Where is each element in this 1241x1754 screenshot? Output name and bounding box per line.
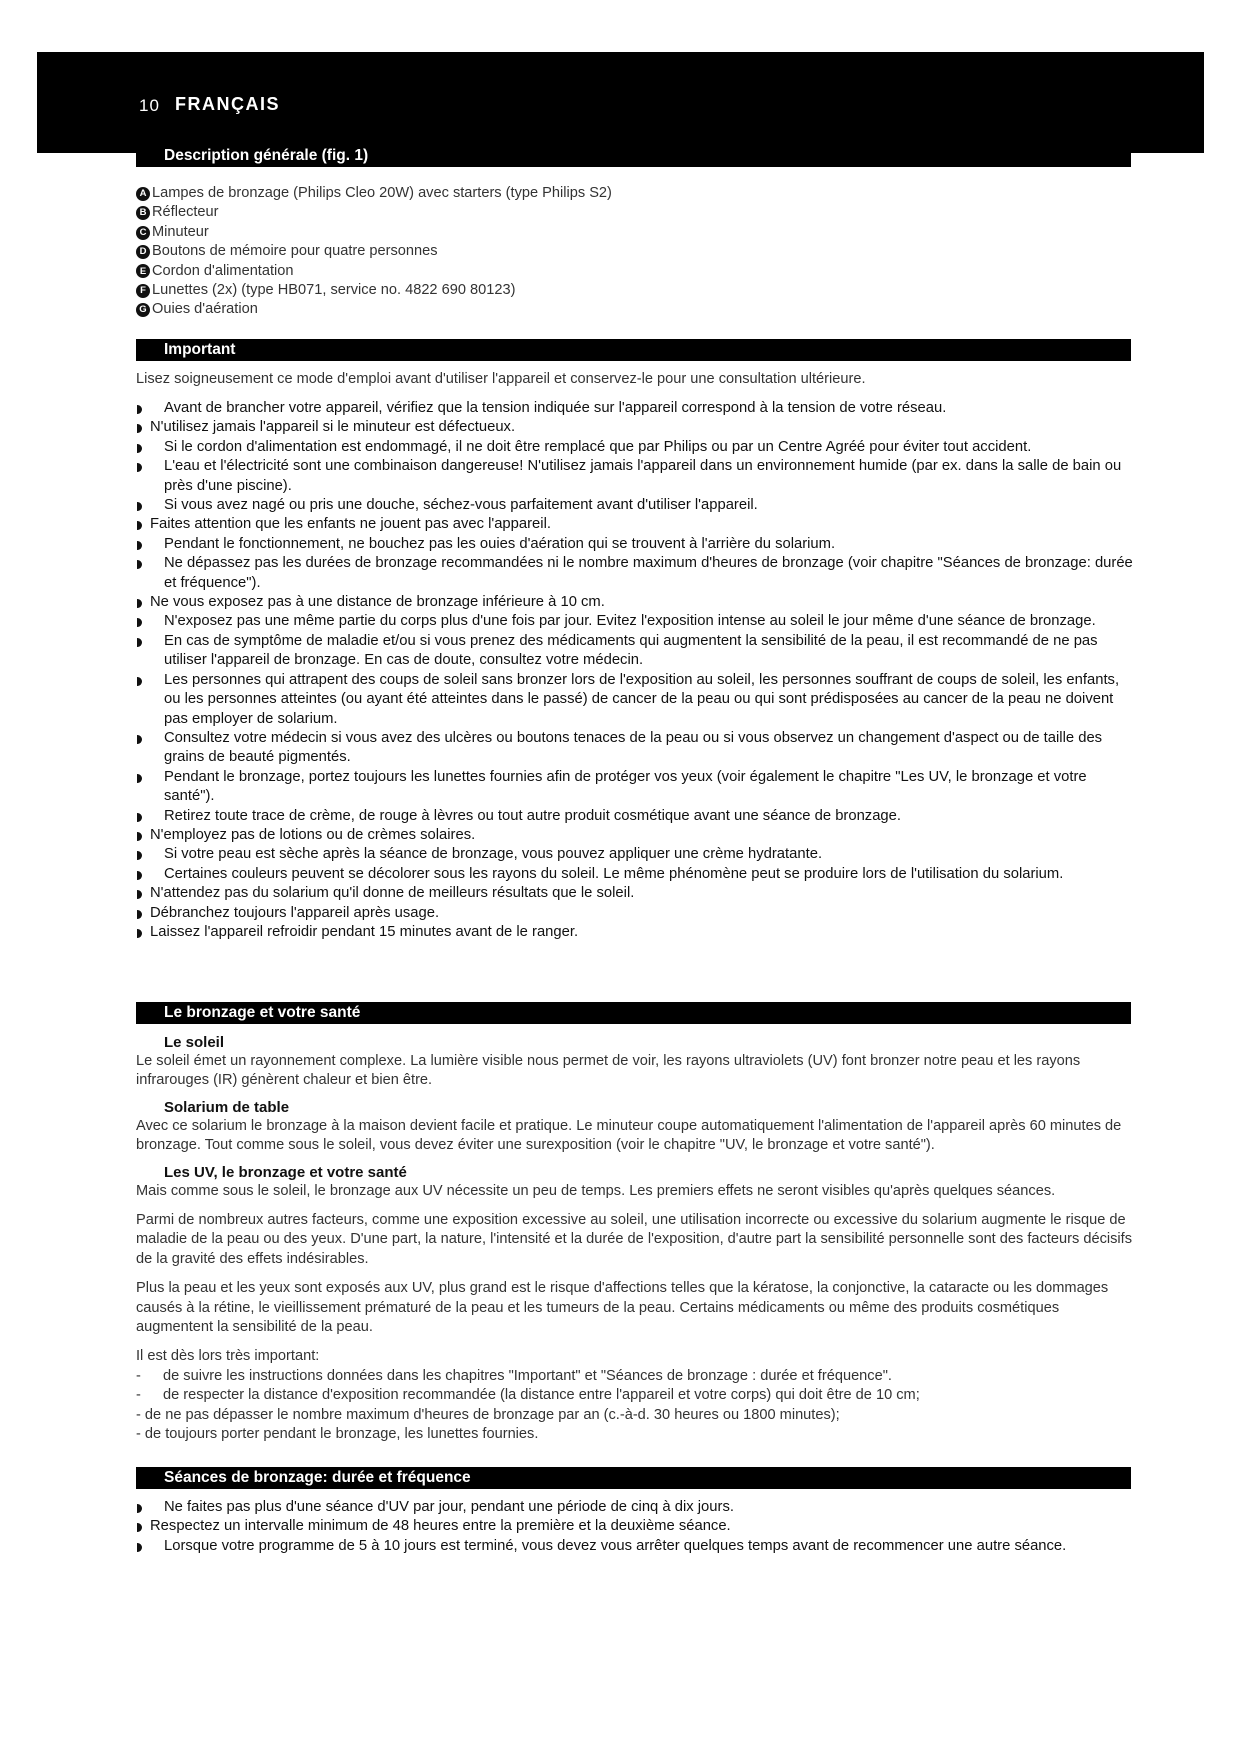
bullet-icon: [137, 424, 142, 433]
bullet-icon: [137, 929, 142, 938]
list-item: Retirez toute trace de crème, de rouge à lèvres ou tout autre produit cosmétique avant une séance de bronzage.: [136, 807, 1133, 826]
component-item: D Boutons de mémoire pour quatre personnes: [136, 242, 1133, 261]
bullet-icon: [137, 541, 142, 550]
section-header-sessions: Séances de bronzage: durée et fréquence: [136, 1467, 1131, 1489]
list-item: Ne dépassez pas les durées de bronzage recommandées ni le nombre maximum d'heures de bronzage (voir chapitre "Séances de bronzage: durée et fréquence").: [136, 554, 1133, 593]
list-item: - de ne pas dépasser le nombre maximum d'heures de bronzage par an (c.-à-d. 30 heures ou 1800 minutes);: [136, 1406, 840, 1423]
bullet-icon: [137, 502, 142, 511]
component-item: C Minuteur: [136, 223, 1133, 242]
list-item: - de respecter la distance d'exposition recommandée (la distance entre l'appareil et votre corps) qui doit être de 10 cm;: [136, 1387, 920, 1404]
paragraph: Plus la peau et les yeux sont exposés aux UV, plus grand est le risque d'affections telles que la kératose, la conjonctive, la cataracte ou les dommages causés à la rétine, le vieillissement prématuré de la peau et les tumeurs de la peau. Certains médicaments ou même des produits cosmétiques augmentent la sensibilité de la peau.: [136, 1280, 1109, 1336]
list-item: Lorsque votre programme de 5 à 10 jours est terminé, vous devez vous arrêter quelques temps avant de recommencer une autre séance.: [136, 1537, 1133, 1556]
letter-badge: F: [136, 284, 150, 298]
bullet-icon: [137, 1523, 142, 1532]
list-item: Si vous avez nagé ou pris une douche, séchez-vous parfaitement avant d'utiliser l'appareil.: [136, 496, 1133, 515]
subheading-uv: Les UV, le bronzage et votre santé: [164, 1163, 407, 1181]
list-item: N'employez pas de lotions ou de crèmes solaires.: [136, 826, 1133, 845]
list-item: - de toujours porter pendant le bronzage, les lunettes fournies.: [136, 1426, 539, 1443]
paragraph: Mais comme sous le soleil, le bronzage aux UV nécessite un peu de temps. Les premiers effets ne seront visibles qu'après quelques séances.: [136, 1182, 1056, 1199]
list-item: L'eau et l'électricité sont une combinaison dangereuse! N'utilisez jamais l'appareil dans un environnement humide (par ex. dans la salle de bain ou près d'une piscine).: [136, 457, 1133, 496]
list-item: En cas de symptôme de maladie et/ou si vous prenez des médicaments qui augmentent la sensibilité de la peau, il est recommandé de ne pas utiliser l'appareil de bronzage. En cas de doute, consultez votre médecin.: [136, 632, 1133, 671]
letter-badge: A: [136, 187, 150, 201]
list-item: - de suivre les instructions données dans les chapitres "Important" et "Séances de bronzage : durée et fréquence".: [136, 1367, 892, 1384]
letter-badge: E: [136, 264, 150, 278]
paragraph: Le soleil émet un rayonnement complexe. La lumière visible nous permet de voir, les rayons ultraviolets (UV) font bronzer notre peau et les rayons infrarouges (IR) génèrent chaleur et bien être.: [136, 1053, 1081, 1089]
bullet-icon: [137, 599, 142, 608]
bullet-icon: [137, 405, 142, 414]
subheading-soleil: Le soleil: [164, 1034, 225, 1051]
bullet-icon: [137, 813, 142, 822]
list-item: Débranchez toujours l'appareil après usage.: [136, 904, 1133, 923]
list-item: Laissez l'appareil refroidir pendant 15 minutes avant de le ranger.: [136, 923, 1133, 942]
bullet-icon: [137, 1504, 142, 1513]
bullet-icon: [137, 832, 142, 841]
letter-badge: G: [136, 303, 150, 317]
bullet-icon: [137, 1543, 142, 1552]
bullet-icon: [137, 890, 142, 899]
list-item: Pendant le bronzage, portez toujours les lunettes fournies afin de protéger vos yeux (voir également le chapitre "Les UV, le bronzage et votre santé").: [136, 768, 1133, 807]
bullet-icon: [137, 521, 142, 530]
list-item: Respectez un intervalle minimum de 48 heures entre la première et la deuxième séance.: [136, 1517, 1133, 1536]
bullet-icon: [137, 774, 142, 783]
bullet-icon: [137, 910, 142, 919]
subheading-solarium: Solarium de table: [164, 1098, 290, 1116]
component-item: B Réflecteur: [136, 203, 1133, 222]
letter-badge: D: [136, 245, 150, 259]
component-item: A Lampes de bronzage (Philips Cleo 20W) avec starters (type Philips S2): [136, 184, 1133, 203]
bullet-icon: [137, 735, 142, 744]
bullet-icon: [137, 444, 142, 453]
letter-badge: B: [136, 206, 150, 220]
bullet-icon: [137, 463, 142, 472]
list-item: Pendant le fonctionnement, ne bouchez pas les ouies d'aération qui se trouvent à l'arrière du solarium.: [136, 535, 1133, 554]
list-item: Avant de brancher votre appareil, vérifiez que la tension indiquée sur l'appareil correspond à la tension de votre réseau.: [136, 399, 1133, 418]
list-item: Consultez votre médecin si vous avez des ulcères ou boutons tenaces de la peau ou si vous observez un changement d'aspect ou de taille des grains de beauté pigmentés.: [136, 729, 1133, 768]
bullet-icon: [137, 560, 142, 569]
sessions-bullets: [136, 1498, 1133, 1556]
list-item: N'attendez pas du solarium qu'il donne de meilleurs résultats que le soleil.: [136, 884, 1133, 903]
bullet-icon: [137, 638, 142, 647]
letter-badge: C: [136, 226, 150, 240]
important-bullets: [136, 399, 1133, 942]
paragraph: Avec ce solarium le bronzage à la maison devient facile et pratique. Le minuteur coupe automatiquement l'alimentation de l'appareil après 60 minutes de bronzage. Tout comme sous le soleil, vous devez éviter une surexposition (voir le chapitre "UV, le bronzage et votre santé").: [136, 1117, 1122, 1154]
bullet-icon: [137, 851, 142, 860]
bullet-icon: [137, 871, 142, 880]
component-item: F Lunettes (2x) (type HB071, service no. 4822 690 80123): [136, 281, 1133, 300]
paragraph: Parmi de nombreux autres facteurs, comme une exposition excessive au soleil, une utilisation incorrecte ou excessive du solarium augmente le risque de maladie de la peau ou des yeux. D'une part, la nature, l'intensité et la durée de l'exposition, d'autre part la sensibilité personnelle sont des facteurs décisifs de la gravité des effets indésirables.: [136, 1212, 1133, 1267]
list-item: N'utilisez jamais l'appareil si le minuteur est défectueux.: [136, 418, 1133, 437]
section-header-description: Description générale (fig. 1): [136, 145, 1131, 167]
list-item: Si votre peau est sèche après la séance de bronzage, vous pouvez appliquer une crème hydratante.: [136, 845, 1133, 864]
list-item: Si le cordon d'alimentation est endommagé, il ne doit être remplacé que par Philips ou par un Centre Agréé pour éviter tout accident.: [136, 438, 1133, 457]
important-intro: Lisez soigneusement ce mode d'emploi avant d'utiliser l'appareil et conservez-le pour une consultation ultérieure.: [136, 371, 866, 387]
section-header-important: Important: [136, 339, 1131, 361]
list-item: N'exposez pas une même partie du corps plus d'une fois par jour. Evitez l'exposition intense au soleil le jour même d'une séance de bronzage.: [136, 612, 1133, 631]
list-item: Ne faites pas plus d'une séance d'UV par jour, pendant une période de cinq à dix jours.: [136, 1498, 1133, 1517]
language-title: FRANÇAIS: [175, 94, 280, 114]
dash-list: [136, 1367, 1133, 1445]
component-list: [136, 184, 1133, 320]
paragraph: Il est dès lors très important:: [136, 1348, 320, 1365]
component-item: E Cordon d'alimentation: [136, 262, 1133, 281]
list-item: Certaines couleurs peuvent se décolorer sous les rayons du soleil. Le même phénomène peut se produire lors de l'utilisation du solarium.: [136, 865, 1133, 884]
list-item: Les personnes qui attrapent des coups de soleil sans bronzer lors de l'exposition au soleil, les personnes souffrant de coups de soleil, les enfants, ou les personnes atteintes (ou ayant été atteintes dans le passé) de cancer de la peau ou qui sont prédisposées au cancer de la peau ne doivent pas employer de solarium.: [136, 671, 1133, 729]
component-item: G Ouies d'aération: [136, 300, 1133, 319]
health-content: [136, 1033, 1133, 1445]
list-item: Faites attention que les enfants ne jouent pas avec l'appareil.: [136, 515, 1133, 534]
section-header-health: Le bronzage et votre santé: [136, 1002, 1131, 1024]
list-item: Ne vous exposez pas à une distance de bronzage inférieure à 10 cm.: [136, 593, 1133, 612]
bullet-icon: [137, 677, 142, 686]
page-number: 10: [139, 96, 160, 115]
bullet-icon: [137, 618, 142, 627]
